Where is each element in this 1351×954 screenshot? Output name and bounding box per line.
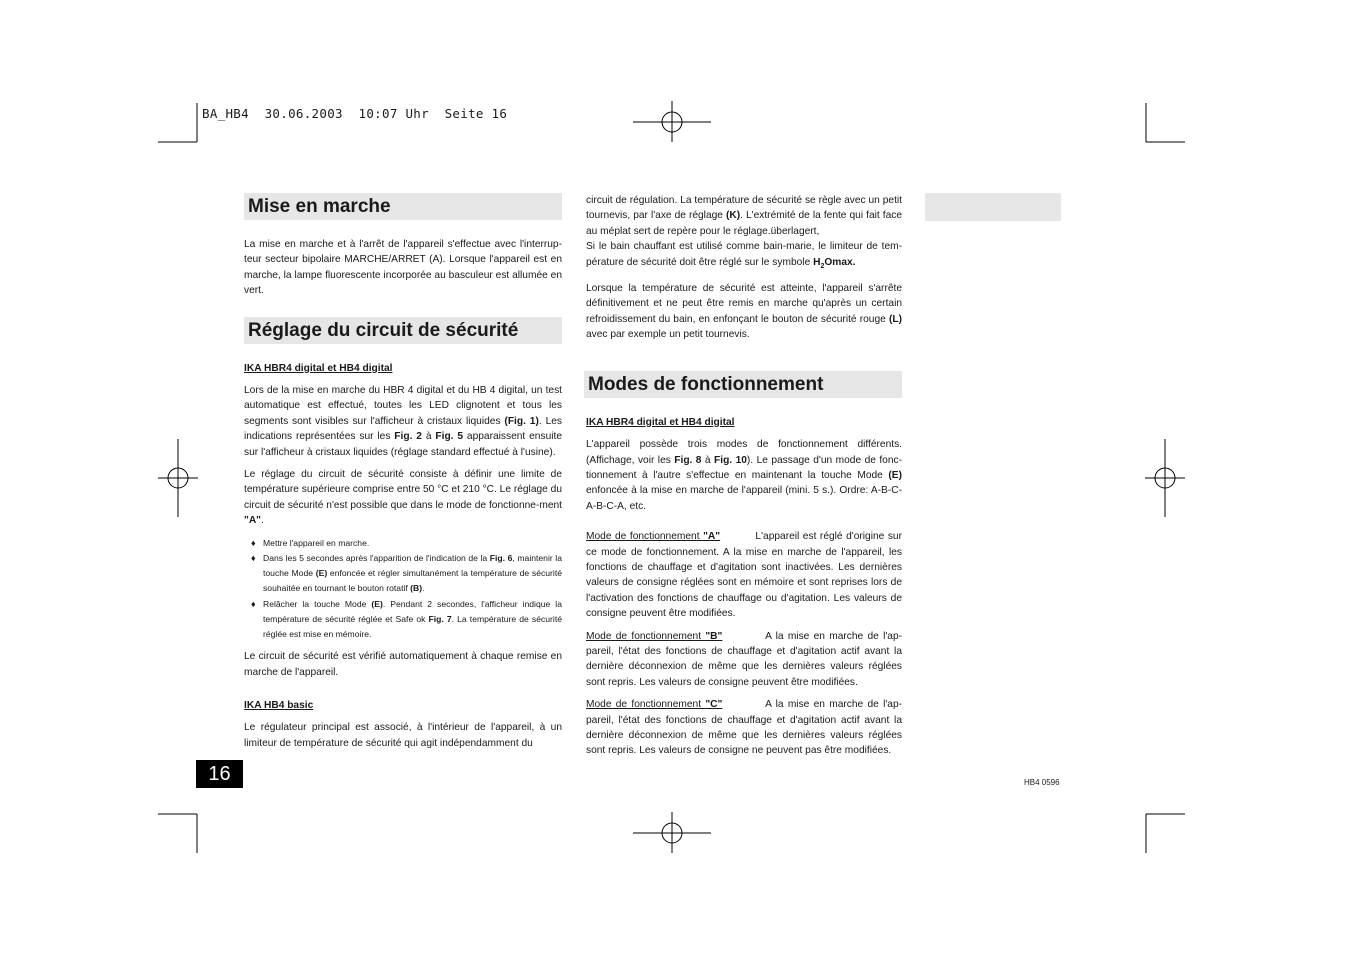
sidebar-grey-tab (925, 193, 1061, 221)
paragraph-regulateur: Le régulateur principal est associé, à l'intérieur de l'appareil, à un limiteur de température de sécurité qui agit indépendamment du (244, 722, 562, 749)
mode-b-label: Mode de fonctionnement "B" (586, 630, 723, 642)
step-item: ♦ Dans les 5 secondes après l'apparition de l'indication de la Fig. 6, maintenir la touche Mode (E) enfoncée et régler simultanément la température de sécurité souhaitée en tournant le bouton rotatif (B). (244, 551, 562, 597)
subheading-ika-digital-modes: IKA HBR4 digital et HB4 digital (586, 416, 735, 428)
heading-mise-en-marche: Mise en marche (244, 193, 562, 220)
footer-code: HB4 0596 (1024, 778, 1060, 787)
mode-a-label: Mode de fonctionnement "A" (586, 531, 721, 543)
column-left (244, 193, 562, 758)
steps-list (244, 536, 562, 642)
page-number: 16 (196, 760, 243, 788)
paragraph-circuit-regulation: circuit de régulation. La température de sécurité se règle avec un petit tournevis, par l'axe de réglage (K). L'extrémité de la fente qui fait face au méplat sert de repère pour le réglage.überlagert, (586, 195, 902, 237)
step-item: ♦ Mettre l'appareil en marche. (244, 536, 562, 551)
subheading-ika-basic: IKA HB4 basic (244, 699, 314, 711)
subheading-ika-digital: IKA HBR4 digital et HB4 digital (244, 362, 393, 374)
paragraph-bain-marie: Si le bain chauffant est utilisé comme bain-marie, le limiteur de tem-pérature de sécurité doit être réglé sur le symbole $H_2Omax$. (586, 241, 902, 270)
paragraph-auto-test: Lors de la mise en marche du HBR 4 digital et du HB 4 digital, un test automatique est effectué, toutes les LED clignotent et tous les segments sont visibles sur l'afficheur à cristaux liquides (Fig. 1). Les indications représentées sur les Fig. 2 à Fig. 5 apparaissent ensuite sur l'afficheur à cristaux liquides (réglage standard effectué à l'usine). (244, 385, 562, 458)
mode-c-label: Mode de fonctionnement "C" (586, 699, 723, 711)
paragraph-trois-modes: L'appareil possède trois modes de fonctionnement différents. (Affichage, voir les Fig. 8 à Fig. 10). Le passage d'un mode de fonc-tionnement à l'autre s'effectue en maintenant la touche Mode (E) enfoncée à la mise en marche de l'appareil (mini. 5 s.). Ordre: A-B-C-A-B-C-A, etc. (586, 439, 902, 512)
paragraph-mise-en-marche: La mise en marche et à l'arrêt de l'appareil s'effectue avec l'interrup-teur secteur bipolaire MARCHE/ARRET (A). Lorsque l'appareil est en marche, la lampe fluorescente incorporée au basculeur est allumée en vert. (244, 239, 562, 297)
column-right (586, 193, 902, 766)
heading-modes-fonctionnement: Modes de fonctionnement (584, 371, 902, 398)
step-item: ♦ Relâcher la touche Mode (E). Pendant 2 secondes, l'afficheur indique la température de sécurité réglée et Safe ok Fig. 7. La température de sécurité réglée est mise en mémoire. (244, 597, 562, 643)
paragraph-mode-b: Mode de fonctionnement "B" A la mise en marche de l'ap-pareil, l'état des fonctions de chauffage et d'agitation actif avant la dernière déconnexion de même que les dernières valeurs réglées sont repris. Les valeurs de consigne peuvent être modifiées. (586, 630, 903, 688)
paragraph-arret-securite: Lorsque la température de sécurité est atteinte, l'appareil s'arrête définitivement et ne peut être remis en marche qu'après un certain refroidissement du bain, en enfonçant le bouton de sécurité rouge (L) avec par exemple un petit tournevis. (586, 283, 902, 341)
print-header: BA_HB4 30.06.2003 10:07 Uhr Seite 16 (202, 106, 508, 121)
heading-reglage-securite: Réglage du circuit de sécurité (244, 317, 562, 344)
paragraph-mode-a: Mode de fonctionnement "A" L'appareil est réglé d'origine sur ce mode de fonctionnement. A la mise en marche de l'appareil, les fonctions de chauffage et d'agitation sont inactivées. Les dernières valeurs de consigne réglées sont en mémoire et sont reprises lors de l'activation des fonctions de chauffage ou d'agitation. Les valeurs de consigne peuvent être modifiées. (586, 531, 902, 620)
paragraph-verification: Le circuit de sécurité est vérifié automatiquement à chaque remise en marche de l'appareil. (244, 651, 562, 678)
paragraph-mode-c: Mode de fonctionnement "C" A la mise en marche de l'ap-pareil, l'état des fonctions de chauffage et d'agitation actif avant la dernière déconnexion de même que les dernières valeurs réglées sont repris. Les valeurs de consigne ne peuvent pas être modifiées. (586, 699, 903, 757)
paragraph-reglage-limite: Le réglage du circuit de sécurité consiste à définir une limite de température supérieure comprise entre 50 °C et 210 °C. Le réglage du circuit de sécurité n'est possible que dans le mode de fonctionne-ment "A". (244, 469, 562, 527)
